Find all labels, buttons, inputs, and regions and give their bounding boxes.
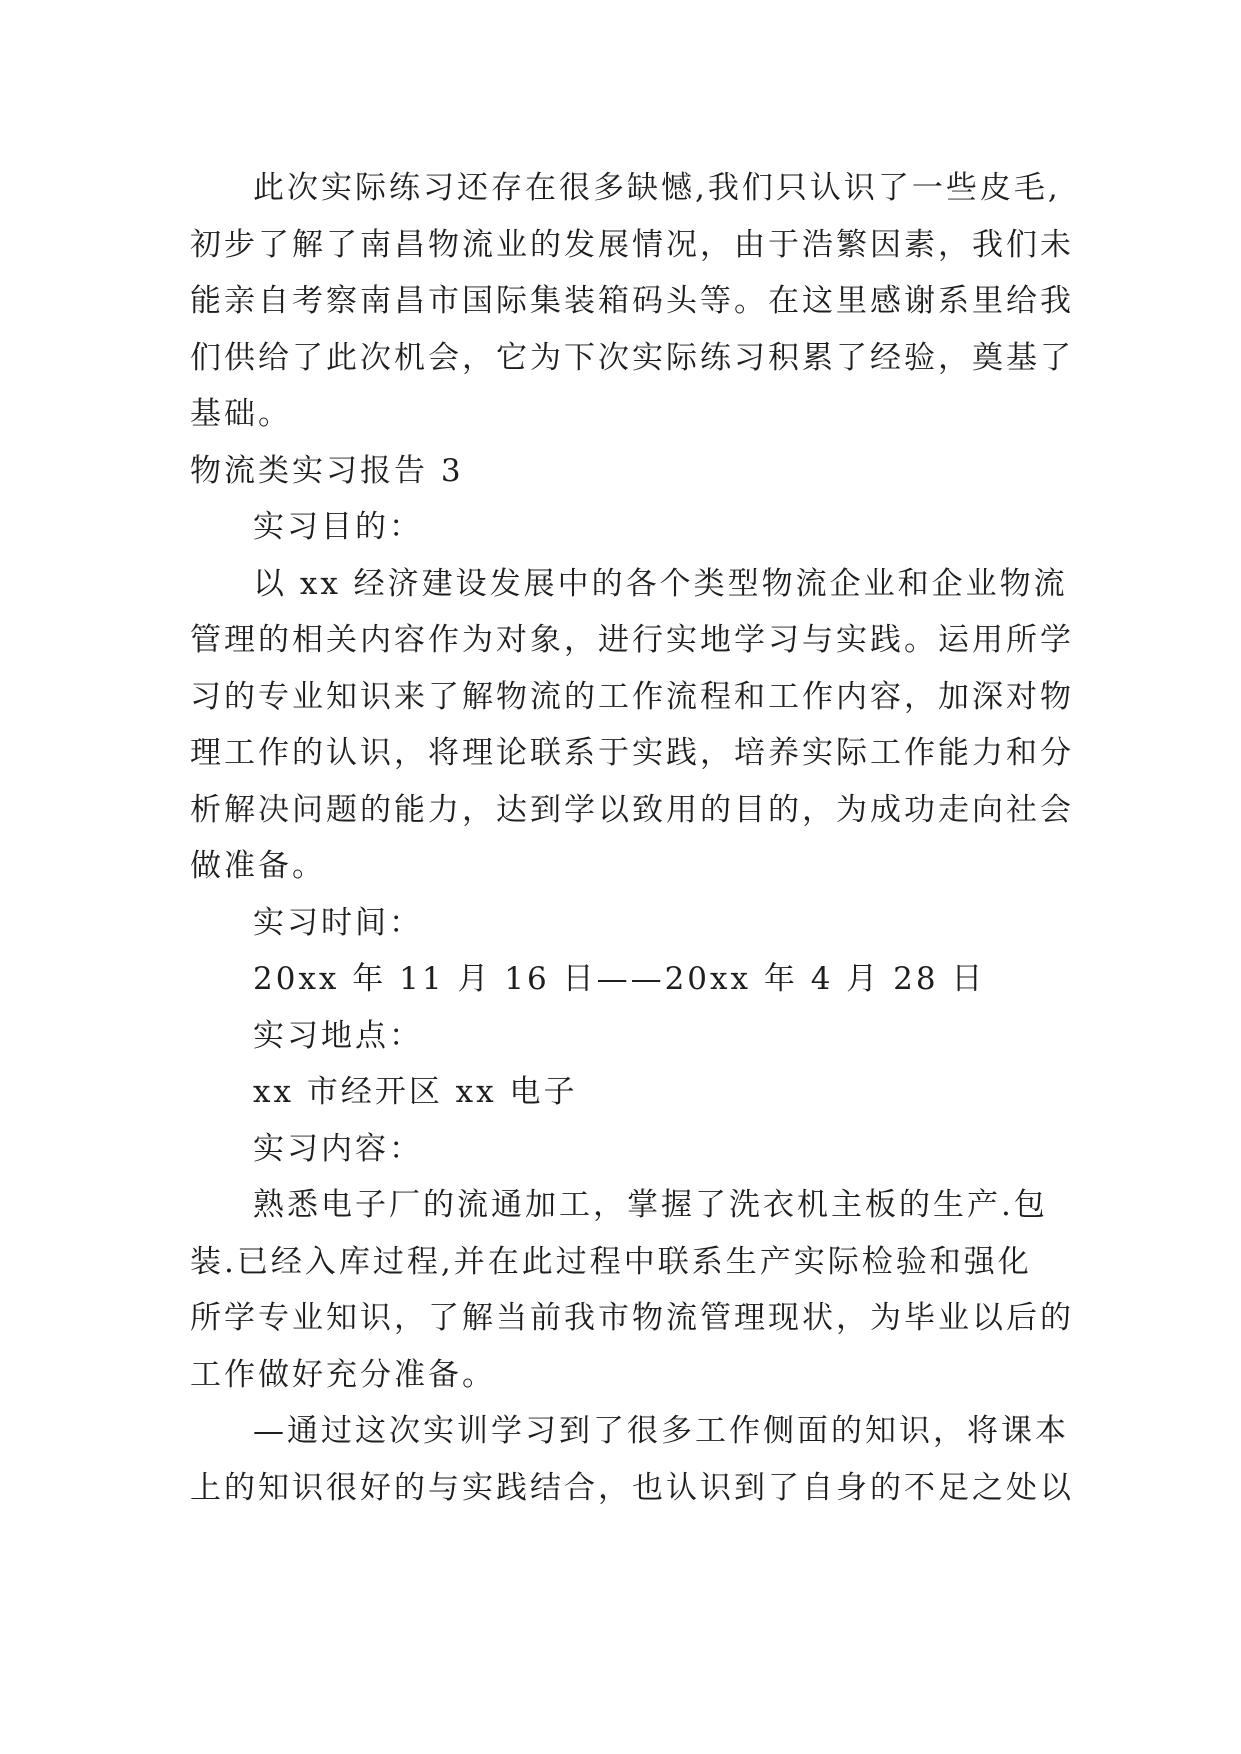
text-line: 装.已经入库过程,并在此过程中联系生产实际检验和强化 xyxy=(190,1243,1032,1280)
text-line: 工作做好充分准备。 xyxy=(190,1356,496,1393)
text-line: 上的知识很好的与实践结合，也认识到了自身的不足之处以 xyxy=(190,1469,1074,1506)
text-line: 们供给了此次机会，它为下次实际练习积累了经验，奠基了 xyxy=(190,339,1074,376)
text-line: 能亲自考察南昌市国际集装箱码头等。在这里感谢系里给我 xyxy=(190,283,1074,319)
text-line: 习的专业知识来了解物流的工作流程和工作内容，加深对物 xyxy=(190,678,1074,715)
text-line: 所学专业知识，了解当前我市物流管理现状，为毕业以后的 xyxy=(190,1300,1074,1336)
text-line: 理工作的认识，将理论联系于实践，培养实际工作能力和分 xyxy=(190,735,1074,771)
text-line: 20xx 年 11 月 16 日——20xx 年 4 月 28 日 xyxy=(253,961,986,997)
text-line: 熟悉电子厂的流通加工，掌握了洗衣机主板的生产.包 xyxy=(253,1187,1048,1223)
text-line: 实习内容： xyxy=(253,1130,423,1167)
text-line: 做准备。 xyxy=(190,848,326,884)
text-line: 实习目的： xyxy=(253,509,423,545)
text-line: 基础。 xyxy=(190,396,292,432)
text-line: 此次实际练习还存在很多缺憾,我们只认识了一些皮毛, xyxy=(253,170,1061,206)
text-line: 以 xx 经济建设发展中的各个类型物流企业和企业物流 xyxy=(253,565,1068,602)
text-line: 实习时间： xyxy=(253,904,423,941)
document-body xyxy=(190,160,1074,1516)
text-line: 初步了解了南昌物流业的发展情况，由于浩繁因素，我们未 xyxy=(190,226,1074,263)
text-line: xx 市经开区 xx 电子 xyxy=(253,1074,578,1110)
text-line: 管理的相关内容作为对象，进行实地学习与实践。运用所学 xyxy=(190,622,1074,658)
text-line: 物流类实习报告 3 xyxy=(190,452,464,489)
text-line: 实习地点： xyxy=(253,1017,423,1054)
text-line: 析解决问题的能力，达到学以致用的目的，为成功走向社会 xyxy=(190,791,1074,828)
text-line: —通过这次实训学习到了很多工作侧面的知识，将课本 xyxy=(253,1413,1069,1449)
